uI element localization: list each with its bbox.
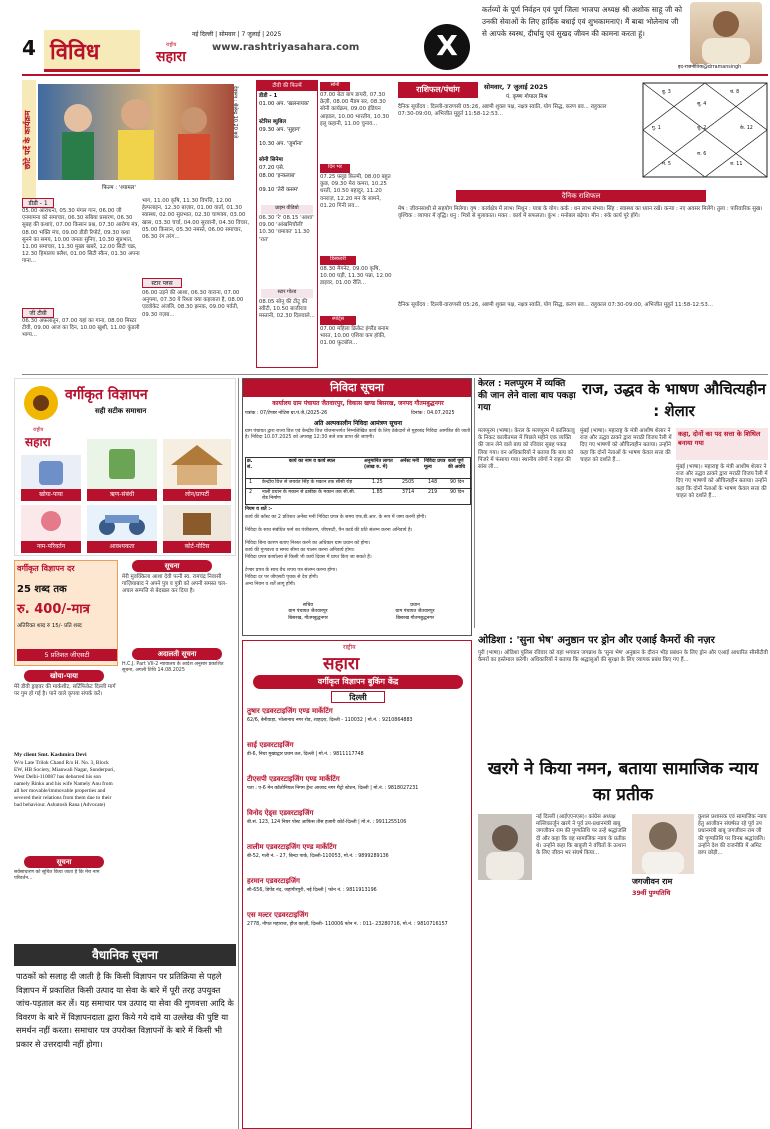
sahara-booking-ad [242,640,472,1129]
classified-sub: सही सटीक समाधान [95,407,147,415]
page-number: 4 [22,36,36,60]
kundli-cell-0: सू. 4 [697,102,707,107]
raj-side-box [676,428,768,460]
rule-left-col [238,378,239,1129]
agency-0 [247,707,469,737]
agency-0-addr: 62/6, बेनीवाड़ा, भोलानाथ नगर रोड, शाहदरा, दिल्ली - 110032 | मो.नं. : 9210864883 [247,718,413,723]
tender-cell-1-4: 219 [428,490,438,495]
tender-col-4: निविदा प्रपत्र मूल्य [424,459,446,471]
tv-star-movies-schedule: 08.05 सोनू की टीटू की स्वीटी, 10.50 बाजीराव मस्तानी, 02.30 दिलवाले... [259,299,315,320]
tender-cell-0-0: 1 [249,480,253,485]
tv-film-item-1: 01.00 अप. 'खलनायक' [259,101,310,107]
agency-5-name: हरमान एडवरटाइजिंग [247,877,300,885]
tv-col2-schedule: भाग, 11.00 कृषि, 11.30 विपत्ति, 12.00 हेल्पलाइन, 12.30 बाज़ार, 01.00 वार्ता, 01.30 स्वास्थ्य, 02.00 सुप्रभात, 02.30 चाणक्य, 03.00 खास, 03.30 चर्चा, 04.00 सुरवानी, 04.30 विचार, 05.00 किसान, 05.30 नमस्ते, 06.00 समाचार, 06.30 रंग तरंग... [142,198,250,241]
rule-mid-1 [22,374,768,375]
news-odisha [478,632,768,752]
notice-title: सूचना [132,560,212,572]
agency-4-addr: बी-52, गली नं. - 27, बिन्दा पार्क, दिल्ली-110053, मो.नं. : 9899289136 [247,854,389,859]
tender-col-1: कार्य का नाम व कार्य स्थल [288,459,336,464]
portrait-caption: जगजीवन राम [632,877,673,886]
jagjivan-photo [478,814,532,880]
kerala-text: मलप्पुरम (भाषा)। केरल के मलप्पुरम में कालिकावु के निकट कालीतमल में पिछले महीने एक व्यक्ति की जान लेने वाले बाघ को रविवार सुबह पकड़ लिया गया। वन अधिकारियों ने बताया कि बाघ को पिंजरे में फंसाया गया। स्थानीय लोगों ने राहत की सांस ली... [478,428,575,471]
tile-lost-found[interactable] [21,455,81,501]
notice2-text: सर्वसाधारण को सूचित किया जाता है कि मेरा नाम परिवर्तन... [14,870,100,882]
tender-cell-0-1: केन्द्रीय वित्त से जयवंत सिंह के मकान तक सीसी रोड़ [262,480,353,485]
tender-dated: दिनांक : 04.07.2025 [411,411,455,416]
tender-sign-right: प्रधान ग्राम पंचायत जैतवारपुर बिसरख गौतमबुद्धनगर [395,603,435,621]
rate-card-gst: 5 प्रतिशत जीएसटी [17,649,117,661]
tv-film-item-3: 09.30 अप. 'सुहाग' [259,127,301,133]
section-tab [44,30,140,72]
tender-sign-left: सचिव ग्राम पंचायत जैतवारपुर बिसरख, गौतमबुद्धनगर [288,603,328,621]
notice2-box [14,856,118,938]
court-box [122,648,236,868]
tv-badge-prime: प्राइम वीडियो [261,205,313,214]
rate-card-extra: अतिरिक्त शब्द रु 15/- प्रति शब्द [17,623,82,629]
tile-requirement[interactable] [87,505,157,553]
classified-brand-name: सहारा [25,435,51,449]
header-rule [22,74,768,76]
classified-brand [21,427,81,451]
tender-cell-1-2: 1.85 [372,490,383,495]
daily-rashifal-text: मेष : जीवनसाथी से सहयोग मिलेगा। वृष : कार्यक्षेत्र में लाभ। मिथुन : यात्रा के योग। कर्क : धन लाभ संभव। सिंह : स्वास्थ्य का ध्यान रखें। कन्या : नए अवसर मिलेंगे। तुला : पारिवारिक सुख। वृश्चिक : व्यापार में वृद्धि। धनु : मित्रों से मुलाकात। मकर : कार्य में सफलता। कुंभ : मनोबल बढ़ेगा। मीन : रुके कार्य पूरे होंगे। [398,206,763,220]
notice2-title: सूचना [24,856,104,868]
rate-card-words: 25 शब्द तक [17,584,67,595]
rate-card-title: वर्गीकृत विज्ञापन दर [17,564,75,573]
kundli-cell-3: गु. 1 [652,126,661,131]
tile-loan[interactable] [87,439,157,501]
tv-discovery-schedule: 08.30 मैगनेट, 09.00 कृषि, 10.00 घड़ी, 11.30 पन्ना, 12.00 डाइवर, 01.00 रीति... [320,266,392,287]
tender-rule-3: कार्य की गुणवत्ता व समय सीमा का पालन करना अनिवार्य होगा। [245,548,355,553]
tv-section [22,80,392,370]
tender-title: निविदा सूचना [243,379,471,397]
tile-name-change[interactable] [21,505,81,553]
agency-0-name: तुषार एडवरटाइजिंग एण्ड मार्केटिंग [247,707,333,715]
tv-midcol [320,80,392,368]
tv-sony-schedule: 07.00 बेटा बाप डायरी, 07.30 क्रेज़ी, 08.00 मैडम सर, 08.30 सोनी कार्यक्रम, 09.00 इंडियन आइडल, 10.00 भारतीय, 10.30 इलू कहानी, 11.00 चुनाव... [320,92,390,127]
tender-col-3: अर्नेस्ट मनी [400,459,420,464]
panchang-text: दैनिक सूर्योदय : दिल्ली-वाराणसी 05:26, अष्टमी शुक्ल पक्ष, नक्षत्र स्वाति, योग सिद्ध, करण बव... राहुकाल 07:30-09:00, अभिजीत मुहूर्त 11:58-12:53... [398,104,607,118]
raj-headline: राज, उद्धव के भाषण औचित्यहीन : शेलार [582,380,766,420]
tile-requirement-label: आवश्यकता [87,541,157,553]
legal-notice [14,944,236,1129]
tender-cell-0-4: 148 [428,480,438,485]
booking-sub: वर्गीकृत विज्ञापन बुकिंग केंद्र [253,675,463,689]
booking-city: दिल्ली [331,691,385,703]
booking-brand: सहारा [323,654,360,674]
tv-badge-dishbhar: दिन भर [320,164,350,173]
tender-intro: ग्राम पंचायत द्वारा राज्य वित्त एवं केन्द्रीय वित्त योजनान्तर्गत निम्नलिखित कार्य के लिए ठेकेदारों से मुहरबंद निविदा आमंत्रित की जाती है। निविदा 10.07.2025 को अपराह्न 12:30 बजे तक प्राप्त की जाएगी। [245,429,471,441]
agency-5-addr: सी-656, डिपेंड नंद, जहांगीरपुरी, नई दिल्ली | फोन नं. : 9811913196 [247,888,377,893]
kundli-cell-5: रा. 6 [697,152,707,157]
daily-rashifal-text-2: दैनिक सूर्योदय : दिल्ली-वाराणसी 05:26, अष्टमी शुक्ल पक्ष, नक्षत्र स्वाति, योग सिद्ध, करण बव... राहुकाल 07:30-09:00, अभिजीत मुहूर्त 11:58-12:53... [398,302,713,308]
brand-logo [144,42,204,72]
rate-card-price: रु. 400/-मात्र [17,602,90,617]
tender-cell-1-5: 90 दिन [450,490,465,495]
agency-5 [247,877,469,907]
tv-film-item-8: 09.10 'तेरी कसम' [259,187,299,193]
court-title: अदालती सूचना [132,648,222,660]
tender-rule-6: निविदा दर पर जीएसटी पृथक से देय होगी। [245,575,319,580]
rashifal-author: पं. कृष्ण गोपाल मिश्र [506,94,548,100]
english-notice-text: W/o Late Trilok Chand R/o H. No. 3, Block EW, HB Society, Mianwali Nagar, Sunderpuri, West Delhi-110087 has debarred his son namely Rinku and his wife Namely Anu from all her movable/immovable properties and severed their relations from them due to their bad behaviour. Ashutosh Rana (Advocate) [14,760,115,808]
agency-6 [247,911,469,943]
classified-title: वर्गीकृत विज्ञापन [65,387,148,403]
classified-banner [14,378,236,556]
odisha-text: पुरी (भाषा)। ओडिशा पुलिस रविवार को यहां भगवान जगन्नाथ के 'सुना भेष' अनुष्ठान के दौरान भीड़ प्रबंधन के लिए ड्रोन और एआई आधारित सीसीटीवी कैमरों का इस्तेमाल करेगी। अधिकारियों ने बताया कि श्रद्धालुओं की सुरक्षा के लिए व्यापक प्रबंध किए गए हैं... [478,650,768,664]
tender-col-2: अनुमानित लागत (लाख रु. में) [364,459,393,471]
kharge-text-2: कुशल प्रशासक एवं सामाजिक न्याय हेतु आजीवन संघर्षरत रहे पूर्व उप प्रधानमंत्री बाबू जगजीवन राम जी की पुण्यतिथि पर विनम्र श्रद्धांजलि। उन्होंने देश की राजनीति में अमिट छाप छोड़ी... [698,814,767,857]
kharge-text: नई दिल्ली (आईएएनएस)। कांग्रेस अध्यक्ष मल्लिकार्जुन खरगे ने पूर्व उप-प्रधानमंत्री बाबू जगजीवन राम की पुण्यतिथि पर उन्हें श्रद्धांजलि दी और कहा कि वह सामाजिक न्याय के प्रतीक थे। उन्होंने कहा कि बाबूजी ने वंचितों के उत्थान के लिए जीवन भर संघर्ष किया... [536,814,627,857]
tv-badge-zee: जी टीवी [22,308,54,318]
tender-cell-0-2: 1.25 [372,480,383,485]
booking-brand-small: राष्ट्रीय [343,644,356,651]
tv-dd-schedule: 05.00 आराधना, 05.30 मंगल गान, 06.00 जी एनमामना को समाचार, 06.30 सबिया प्रसारण, 06.30 सुबह की कथाएं, 07.00 किसान प्रश्न, 07.30 आरोग्य मंत्र, 08.00 भक्ति मंच, 09.00 डीडी रिपोर्ट, 09.30 कथा सुनने का समय, 10.00 जनता सुनिए, 10.30 सुप्रभात, 11.00 समाचार, 11.30 मुख्य खबरें, 12.00 सिटी चक्र, 12.30 हिमालय फ़्लैश, 01.00 सिटी स्कैन, 01.30 अपना गाना... [22,208,140,265]
tender-rule-5: टेण्डर प्रपत्र के साथ वैध शपथ पत्र संलग्न करना होगा। [245,568,337,573]
tv-badge-dd: डीडी - 1 [22,198,54,208]
english-notice-title: My client Smt. Kashmira Devi [14,752,87,758]
tv-badge-sony: सोनी [320,82,350,91]
tv-film-item-7: 08.00 'इन्कलाब' [259,173,296,179]
news-kharge [478,756,768,1129]
daily-rashifal-title: दैनिक राशिफल [456,190,706,202]
lost-title: खोया-पाया [24,670,104,682]
kundli-cell-7: श. 11 [730,162,743,167]
agency-1-name: साई एडवरटाइजिंग [247,741,294,749]
tv-dishbhar-schedule: 07.25 फ़्लूड फ़िल्मी, 08.00 बहुत कुछ, 09.30 मेरा कमरा, 10.25 धरती, 10.50 बहादुर, 11.20 वनराज़, 12.20 मन के सामने, 01.20 गिनी लव... [320,174,391,209]
tender-rule-2: निविदा बिना कारण बताए निरस्त करने का अधिकार ग्राम प्रधान को होगा। [245,541,371,546]
lost-text: मेरे डीवी ड्राइवर की मार्कशीट, सर्टिफिकेट दिल्ली मार्ग पर गुम हो गई है। पाने वाले कृपया संपर्क करें। [14,684,116,698]
tender-rule-0: कार्य की कॉस्ट का 2 प्रतिशत अर्नेस्ट मनी निविदा प्रपत्र के समय एफ.डी.आर. के रूप में जमा करनी होगी। [245,515,427,520]
tile-name-change-label: नाम-परिवर्तन [21,541,81,553]
tender-ref: पत्रांक : 07/टेण्डर नोटिस ग्रा.पं.जै./2025-26 [245,411,328,416]
agency-4-name: तालीम एडवरटाइजिंग एण्ड मार्केटिंग [247,843,337,851]
raj-side-headline: कहा, दोनों का पद सत्ता के शिथिल बनाया गया [678,430,761,447]
tv-badge-discovery: डिस्कवरी [320,256,356,265]
agency-2-name: टीएसपी एडवरटाइजिंग एण्ड मार्केटिंग [247,775,340,783]
agency-4 [247,843,469,873]
kundli-cell-6: मं. 5 [662,162,671,167]
tv-film-item-0: डीडी - 1 [259,93,278,99]
date-line: नई दिल्ली | सोमवार | 7 जुलाई | 2025 [192,31,282,38]
court-text: H.C.J. Part VII-2 न्यायालय के आदेश अनुसार प्रकाशित सूचना, अगली तिथि 14.08.2025 [122,662,224,674]
portrait-sub: 39वीं पुण्यतिथि [632,889,671,897]
tile-court-notice[interactable] [163,505,231,553]
tile-loan-label: ऋण-संबंधी [87,489,157,501]
tv-badge-star-movies: स्टार गोल्ड [261,289,313,298]
news-raj [580,378,768,628]
kundli-cell-4: के. 12 [740,126,753,131]
tender-rules-title: नियम व शर्ते :- [245,507,273,512]
tender-cell-0-5: 90 दिन [450,480,465,485]
tv-film-item-2: स्टेरिस ब्युबिल [259,119,286,125]
notice-box [122,560,236,644]
news-kerala [478,378,576,628]
agency-3-addr: बी.सं. 123, 124 नियर पोस्ट आफिस तीस हजारी कोर्ट-दिल्ली | मो.नं. : 9911255106 [247,820,407,825]
tender-rule-1: निविदा के साथ संबंधित फर्म का पंजीकरण, जीएसटी, पैन कार्ड की प्रति संलग्न करना अनिवार्य है। [245,528,413,533]
rashifal-date: सोमवार, 7 जुलाई 2025 [484,83,548,91]
kundli-cell-8: शु. 2 [697,126,707,131]
tender-col-5: कार्य पूर्ण की अवधि [448,459,466,471]
tv-photo-caption: फिल्म : 'श्यामल' [102,185,136,191]
tv-films-box [256,80,318,368]
tv-photo-side: देवरूप : शैलेन्द्र 10.20 बजे [232,86,238,139]
tile-property[interactable] [163,439,231,501]
kharge-headline: खरगे ने किया नमन, बताया सामाजिक न्याय का प्रतीक [487,759,759,805]
tender-cell-1-3: 3714 [402,490,415,495]
rate-card [14,560,118,666]
tv-star-schedule: 06.00 उड़ने की आशा, 06.30 याराना, 07.00 अनुपमा, 07.30 ये रिश्ता क्या कहलाता है, 08.00 एडवोकेट अंजलि, 08.30 झनक, 09.00 पर्वती, 09.30 ग़ज़ब... [142,290,244,318]
agency-6-name: एस मल्टर एडवरटाइजिंग [247,911,309,919]
section-title: विविध [50,39,100,65]
raj-text: मुंबई (भाषा)। महाराष्ट्र के मंत्री आशीष शेलार ने राज और उद्धव ठाकरे द्वारा मराठी विजय रैली में दिए गए भाषणों को औचित्यहीन बताया। उन्होंने कहा कि दोनों नेताओं के भाषण केवल सत्ता की चाहत को दर्शाते हैं... [580,428,672,463]
portrait-photo [632,814,694,874]
classified-brand-small: राष्ट्रीय [33,427,44,433]
rashifal-title: राशिफल/पंचांग [398,82,478,98]
brand-name: सहारा [156,49,186,65]
x-logo-icon: X [424,24,470,70]
tender-cell-1-0: 2 [249,490,253,495]
rashifal-section [396,80,768,370]
agency-2 [247,775,469,805]
english-notice [14,752,118,852]
website[interactable]: www.rashtriyasahara.com [212,42,360,53]
leader-photo [690,2,762,64]
lost-box [14,670,118,750]
agency-6-addr: 2778, नौपत महाराज, हौज काज़ी, दिल्ली- 110006 फोन नं. : 011- 23280716, मो.नं. : 9810716157 [247,922,448,927]
tender-rule-4: निविदा प्रपत्र कार्यालय से किसी भी कार्य दिवस में प्राप्त किए जा सकते हैं। [245,555,372,560]
kundli-chart [642,82,768,178]
tender-col-0: क्र. सं. [247,459,253,471]
tv-badge-star: स्टार प्लस [142,278,182,288]
tv-sports-schedule: 07.00 महिला क्रिकेट इंग्लैंड बनाम भारत, 10.00 एशिया कप हॉकी, 01.00 फ़ुटबॉल... [320,326,389,347]
tile-property-label: लोन/प्रापर्टी [163,489,231,501]
twitter-handle: इद-राजनीतिक@drramansingh [678,65,742,70]
tv-badge-sports: स्पोर्ट्स [320,316,356,325]
tv-film-item-5: सोनी सिनेमा [259,157,283,163]
notice-text: मेरी मुवक्किला आशा देवी पत्नी स्व. रामचंद्र निवासी गाज़ियाबाद ने अपने पुत्र व पुत्री को अपनी समस्त चल-अचल सम्पत्ति से बेदखल कर दिया है। [122,574,227,595]
tender-cell-1-1: नाली प्रधान के मकान से ढाबीक के मकान तक सी.सी. रोड निर्माण [262,490,356,502]
tile-lost-found-label: खोया-पाया [21,489,81,501]
legal-notice-text: पाठकों को सलाह दी जाती है कि किसी विज्ञापन पर प्रतिक्रिया से पहले विज्ञापन में प्रकाशित किसी उत्पाद या सेवा के बारे में पूरी तरह उपयुक्त जांच-पड़ताल कर लें। यह समाचार पत्र उत्पाद या सेवा की गुणवत्ता आदि के विवरण के बारे में विज्ञापनदाता द्वारा किये गये दावे या उल्लेख की पुष्टि या समर्थन नहीं करता। समाचार पत्र उपरोक्त विज्ञापनों के बारे में किसी भी प्रकार से उत्तरदायी नहीं होगा। [16,971,234,1049]
kerala-headline: केरल : मलप्पुरम में व्यक्ति की जान लेने वाला बाघ पकड़ा गया [478,379,576,413]
tv-prime-schedule: 06.30 'रे' 08.15 'आशा' 09.00 'आंखमिचौली' 10.30 'धमाका' 11.30 'रात' [259,215,314,243]
brand-small: राष्ट्रीय [166,42,177,48]
legal-notice-title: वैधानिक सूचना [14,944,236,966]
agency-2-addr: पता : ए-6 मेन कॉलोनियल निगम ड्रेन्ट आजाद नगर मैट्रो स्टेशन, दिल्ली | मो.नं. : 9818027231 [247,786,419,791]
tile-court-notice-label: कोर्ट-नोटिस [163,541,231,553]
tender-cell-0-3: 2505 [402,480,415,485]
kundli-cell-1: बु. 3 [662,90,671,95]
tv-banner-text: छोटे पर्दे के कार्यक्रम [23,110,32,170]
tv-film-item-6: 07.20 एसे. [259,165,285,171]
tender-notice [242,378,472,636]
agency-3-name: विनोद ऐड्स एडवरटाइजिंग [247,809,314,817]
tender-table [245,457,471,505]
agency-1-addr: डी-6, निचा मुख्यद्वार प्रथम तल, दिल्ली | मो.नं. : 9811117748 [247,752,364,757]
odisha-headline: ओडिशा : 'सुना भेष' अनुष्ठान पर ड्रोन और एआई कैमरों की नज़र [478,635,715,646]
tv-films-title: टीवी की फिल्में [257,81,317,91]
rule-mid-col [474,378,475,628]
tv-banner [22,80,36,200]
kundli-cell-2: चं. 8 [730,90,740,95]
leader-quote: कर्तव्यों के पूर्ण निर्वहन एवं पूर्ण जिला भाजपा अध्यक्ष श्री अशोक साहू जी को उनकी सेवाओं के लिए हार्दिक बधाई एवं शुभकामनाएं। मैं बाबा भोलेनाथ जी से आपके स्वस्थ, दीर्घायु एवं सुखद जीवन की कामना करता हूं। [482,5,682,38]
tender-sub: अति अल्पकालीन निविदा आमंत्रण सूचना [313,420,403,427]
raj-text-2: मुंबई (भाषा)। महाराष्ट्र के मंत्री आशीष शेलार ने राज और उद्धव ठाकरे द्वारा मराठी विजय रैली में दिए गए भाषणों को औचित्यहीन बताया। उन्होंने कहा कि दोनों नेताओं के भाषण केवल सत्ता की चाहत को दर्शाते हैं... [676,464,768,499]
agency-1 [247,741,469,771]
tender-office: कार्यालय ग्राम पंचायत जैतवारपुर, विकास खण्ड बिसरख, जनपद गौतमबुद्धनगर [272,400,444,407]
classified-column [14,378,236,1129]
tender-rule-7: अन्य नियम व शर्तें लागू होंगी। [245,582,296,587]
tv-film-item-4: 10.30 अप. 'जुर्माना' [259,141,303,147]
agency-3 [247,809,469,839]
tv-photo [38,84,234,180]
tv-zee-schedule: 06.30 अफ़लातून, 07.00 यहां का गाना, 08.00 मिस्टर टीवी, 09.00 आज का दिन, 10.00 खुशी, 11.00 कुंडली भाग्य... [22,318,140,339]
classified-sunflower-icon [21,383,61,423]
